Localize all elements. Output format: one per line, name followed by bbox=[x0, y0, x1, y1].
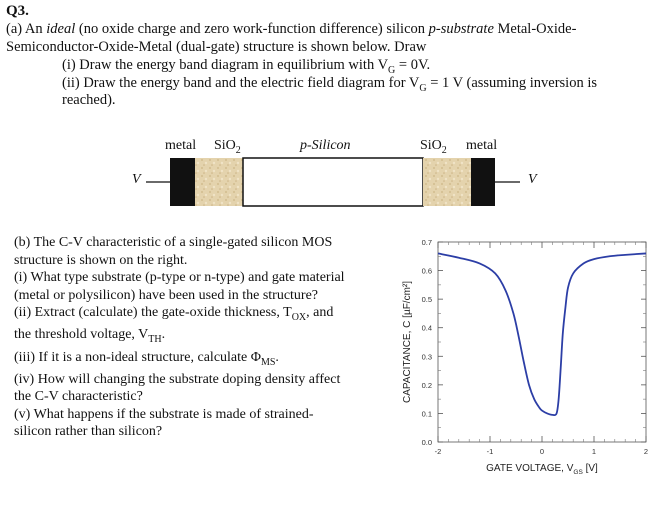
oxide-left-block bbox=[195, 158, 243, 206]
label-silicon: p-Silicon bbox=[300, 138, 351, 153]
y-tick-label: 0.0 bbox=[421, 438, 432, 447]
x-tick-label: -2 bbox=[434, 447, 442, 456]
part-a-item-i: (i) Draw the energy band diagram in equilibrium with $V_G = 0V$. bbox=[62, 57, 431, 76]
part-b-line: (i) What type substrate (p-type or n-type) and gate material bbox=[14, 270, 345, 285]
terminal-right: V bbox=[528, 172, 537, 187]
part-a-line2: Semiconductor-Oxide-Metal (dual-gate) structure is shown below. Draw bbox=[6, 39, 427, 55]
x-axis-label: GATE VOLTAGE, $V_{GS}$ [V] bbox=[486, 463, 598, 476]
label-oxide-left: SiO$_2$ bbox=[214, 138, 241, 156]
terminal-left: V bbox=[132, 172, 141, 187]
y-tick-label: 0.5 bbox=[421, 295, 432, 305]
y-tick-label: 0.4 bbox=[421, 323, 432, 333]
part-b-text bbox=[14, 234, 345, 441]
oxide-right-block bbox=[423, 158, 471, 206]
y-tick-label: 0.6 bbox=[421, 266, 432, 276]
metal-right-block bbox=[471, 158, 495, 206]
y-tick-label: 0.1 bbox=[421, 409, 432, 419]
part-b-line: (metal or polysilicon) have been used in the structure? bbox=[14, 287, 319, 303]
part-b-line: silicon rather than silicon? bbox=[14, 424, 163, 440]
part-b-line: (b) The C-V characteristic of a single-gated silicon MOS bbox=[14, 235, 333, 250]
label-metal-left: metal bbox=[165, 138, 197, 153]
label-oxide-right: SiO$_2$ bbox=[420, 138, 447, 156]
y-tick-label: 0.3 bbox=[421, 352, 432, 362]
part-b-line: the threshold voltage, $V_{TH}$. bbox=[14, 327, 166, 346]
x-tick-label: 0 bbox=[539, 447, 545, 456]
metal-left-block bbox=[170, 158, 195, 206]
y-axis-label: CAPACITANCE, C [µF/cm²] bbox=[402, 280, 413, 404]
plot-frame bbox=[438, 242, 646, 442]
part-b-line: (iv) How will changing the substrate doping density affect bbox=[14, 371, 341, 387]
x-tick-label: 2 bbox=[643, 447, 649, 456]
mos-structure-diagram bbox=[0, 150, 666, 220]
label-metal-right: metal bbox=[466, 138, 498, 153]
question-number: Q3. bbox=[6, 3, 29, 19]
part-b-line: (iii) If it is a non-ideal structure, calculate $\Phi_{MS}$. bbox=[14, 349, 279, 368]
cv-chart bbox=[390, 232, 660, 482]
part-a-item-ii: (ii) Draw the energy band and the electric field diagram for $V_G = 1$ V (assuming inversion is bbox=[62, 75, 597, 94]
cv-series-line bbox=[438, 253, 646, 415]
part-b-line: structure is shown on the right. bbox=[14, 252, 188, 268]
x-tick-label: -1 bbox=[486, 447, 494, 456]
part-a-item-ii-line2: reached). bbox=[62, 92, 116, 108]
silicon-block bbox=[243, 158, 423, 206]
y-tick-label: 0.7 bbox=[421, 238, 432, 247]
part-b-line: the C-V characteristic? bbox=[14, 389, 143, 405]
y-tick-label: 0.2 bbox=[421, 380, 432, 390]
part-b-line: (ii) Extract (calculate) the gate-oxide thickness, $T_{OX}$, and bbox=[14, 305, 334, 323]
x-tick-label: 1 bbox=[591, 447, 597, 456]
part-b-line: (v) What happens if the substrate is made of strained- bbox=[14, 406, 314, 422]
part-a-line1: (a) An ideal (no oxide charge and zero work-function difference) silicon p-substrate Metal-Oxide- bbox=[6, 21, 577, 37]
